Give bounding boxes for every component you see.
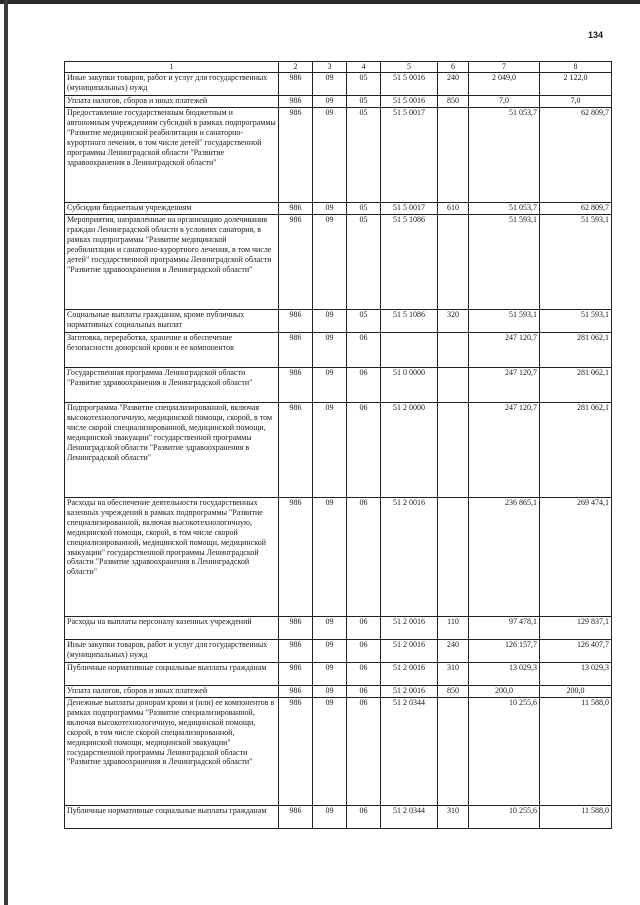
amount-col8: 269 474,1 xyxy=(540,498,612,617)
subsection-code: 05 xyxy=(347,73,381,96)
column-header: 5 xyxy=(381,62,438,73)
table-row xyxy=(65,108,612,203)
amount-col7: 97 478,1 xyxy=(469,617,540,640)
target-article: 51 5 0017 xyxy=(381,108,438,203)
target-article: 51 0 0000 xyxy=(381,368,438,403)
amount-col7: 126 157,7 xyxy=(469,640,540,663)
expense-type: 310 xyxy=(438,806,469,829)
section-code: 09 xyxy=(313,310,347,333)
target-article: 51 2 0016 xyxy=(381,640,438,663)
amount-col8: 51 593,1 xyxy=(540,215,612,310)
table-row xyxy=(65,310,612,333)
amount-col7: 200,0 xyxy=(469,686,540,698)
item-name: Публичные нормативные социальные выплаты гражданам xyxy=(65,806,279,829)
item-name: Денежные выплаты донорам крови и (или) ее компонентов в рамках подпрограммы "Развитие специализированной, включая высокотехнологичную, медицинской помощи, скорой, в том числе скорой специализированной, медицинской помощи, медицинской эвакуации" государственной программы Ленинградской области "Развитие здравоохранения в Ленинградской области" xyxy=(65,698,279,806)
target-article: 51 5 1086 xyxy=(381,310,438,333)
item-name: Расходы на выплаты персоналу казенных учреждений xyxy=(65,617,279,640)
subsection-code: 06 xyxy=(347,686,381,698)
amount-col7: 247 120,7 xyxy=(469,333,540,368)
amount-col8: 51 593,1 xyxy=(540,310,612,333)
amount-col8: 126 407,7 xyxy=(540,640,612,663)
amount-col8: 281 062,1 xyxy=(540,368,612,403)
subsection-code: 05 xyxy=(347,108,381,203)
expense-type xyxy=(438,498,469,617)
table-row xyxy=(65,368,612,403)
expense-type xyxy=(438,215,469,310)
scan-top-edge xyxy=(0,0,640,4)
table-row xyxy=(65,806,612,829)
amount-col8: 13 029,3 xyxy=(540,663,612,686)
section-code: 09 xyxy=(313,73,347,96)
expense-type xyxy=(438,333,469,368)
subsection-code: 05 xyxy=(347,215,381,310)
item-name: Иные закупки товаров, работ и услуг для государственных (муниципальных) нужд xyxy=(65,640,279,663)
item-name: Государственная программа Ленинградской области "Развитие здравоохранения в Ленинградской области" xyxy=(65,368,279,403)
section-code: 09 xyxy=(313,686,347,698)
item-name: Подпрограмма "Развитие специализированной, включая высокотехнологичную, медицинской помощи, скорой, в том числе скорой специализированной, медицинской помощи, медицинской эвакуации" государственной программы Ленинградской области "Развитие здравоохранения в Ленинградской области" xyxy=(65,403,279,498)
subsection-code: 06 xyxy=(347,806,381,829)
amount-col7: 7,0 xyxy=(469,96,540,108)
item-name: Иные закупки товаров, работ и услуг для государственных (муниципальных) нужд xyxy=(65,73,279,96)
subsection-code: 06 xyxy=(347,698,381,806)
subsection-code: 05 xyxy=(347,203,381,215)
section-code: 09 xyxy=(313,498,347,617)
column-header: 3 xyxy=(313,62,347,73)
subsection-code: 06 xyxy=(347,403,381,498)
amount-col7: 2 049,0 xyxy=(469,73,540,96)
ministry-code: 986 xyxy=(279,640,313,663)
amount-col8: 11 588,0 xyxy=(540,806,612,829)
target-article: 51 5 0016 xyxy=(381,96,438,108)
column-header: 8 xyxy=(540,62,612,73)
section-code: 09 xyxy=(313,203,347,215)
ministry-code: 986 xyxy=(279,698,313,806)
ministry-code: 986 xyxy=(279,663,313,686)
target-article: 51 5 1086 xyxy=(381,215,438,310)
amount-col7: 51 593,1 xyxy=(469,215,540,310)
ministry-code: 986 xyxy=(279,686,313,698)
section-code: 09 xyxy=(313,215,347,310)
expense-type: 610 xyxy=(438,203,469,215)
table-row xyxy=(65,640,612,663)
subsection-code: 05 xyxy=(347,96,381,108)
page-number: 134 xyxy=(588,30,604,40)
amount-col8: 129 837,1 xyxy=(540,617,612,640)
subsection-code: 06 xyxy=(347,663,381,686)
ministry-code: 986 xyxy=(279,403,313,498)
expense-type: 240 xyxy=(438,640,469,663)
ministry-code: 986 xyxy=(279,498,313,617)
section-code: 09 xyxy=(313,333,347,368)
subsection-code: 05 xyxy=(347,310,381,333)
target-article: 51 2 0016 xyxy=(381,686,438,698)
amount-col7: 10 255,6 xyxy=(469,698,540,806)
table-row xyxy=(65,498,612,617)
section-code: 09 xyxy=(313,640,347,663)
column-header: 4 xyxy=(347,62,381,73)
target-article: 51 5 0016 xyxy=(381,73,438,96)
table-row xyxy=(65,203,612,215)
section-code: 09 xyxy=(313,663,347,686)
ministry-code: 986 xyxy=(279,96,313,108)
expense-type: 850 xyxy=(438,96,469,108)
section-code: 09 xyxy=(313,617,347,640)
table-row xyxy=(65,73,612,96)
scan-left-edge xyxy=(4,0,8,905)
amount-col8: 200,0 xyxy=(540,686,612,698)
table-row xyxy=(65,686,612,698)
amount-col8: 7,0 xyxy=(540,96,612,108)
table-row xyxy=(65,663,612,686)
target-article: 51 2 0000 xyxy=(381,403,438,498)
target-article: 51 2 0344 xyxy=(381,698,438,806)
section-code: 09 xyxy=(313,806,347,829)
item-name: Уплата налогов, сборов и иных платежей xyxy=(65,686,279,698)
item-name: Социальные выплаты гражданам, кроме публичных нормативных социальных выплат xyxy=(65,310,279,333)
target-article xyxy=(381,333,438,368)
expense-type xyxy=(438,108,469,203)
expense-type xyxy=(438,698,469,806)
subsection-code: 06 xyxy=(347,640,381,663)
amount-col7: 51 053,7 xyxy=(469,108,540,203)
amount-col7: 51 053,7 xyxy=(469,203,540,215)
ministry-code: 986 xyxy=(279,108,313,203)
item-name: Заготовка, переработка, хранение и обеспечение безопасности донорской крови и ее компонентов xyxy=(65,333,279,368)
amount-col7: 10 255,6 xyxy=(469,806,540,829)
table-row xyxy=(65,617,612,640)
section-code: 09 xyxy=(313,96,347,108)
target-article: 51 2 0016 xyxy=(381,663,438,686)
amount-col8: 11 588,0 xyxy=(540,698,612,806)
ministry-code: 986 xyxy=(279,73,313,96)
ministry-code: 986 xyxy=(279,617,313,640)
expense-type: 320 xyxy=(438,310,469,333)
target-article: 51 2 0016 xyxy=(381,498,438,617)
budget-table xyxy=(64,61,612,829)
expense-type xyxy=(438,403,469,498)
table-row xyxy=(65,698,612,806)
amount-col8: 62 809,7 xyxy=(540,203,612,215)
ministry-code: 986 xyxy=(279,203,313,215)
column-header: 2 xyxy=(279,62,313,73)
section-code: 09 xyxy=(313,403,347,498)
amount-col7: 247 120,7 xyxy=(469,368,540,403)
section-code: 09 xyxy=(313,698,347,806)
column-header: 6 xyxy=(438,62,469,73)
item-name: Расходы на обеспечение деятельности государственных казенных учреждений в рамках подпрограммы "Развитие специализированной, включая высокотехнологичную, медицинской помощи, скорой, в том числе скорой специализированной, медицинской помощи, медицинской эвакуации" государственной программы Ленинградской области "Развитие здравоохранения в Ленинградской области" xyxy=(65,498,279,617)
amount-col7: 247 120,7 xyxy=(469,403,540,498)
expense-type xyxy=(438,368,469,403)
column-header: 1 xyxy=(65,62,279,73)
item-name: Публичные нормативные социальные выплаты гражданам xyxy=(65,663,279,686)
target-article: 51 2 0016 xyxy=(381,617,438,640)
target-article: 51 5 0017 xyxy=(381,203,438,215)
table-row xyxy=(65,96,612,108)
item-name: Мероприятия, направленные на организацию долечивания граждан Ленинградской области в условиях санатория, в рамках подпрограммы "Развитие медицинской реабилитации и санаторно-курортного лечения, в том числе детей" государственной программы Ленинградской области "Развитие здравоохранения в Ленинградской области" xyxy=(65,215,279,310)
column-header: 7 xyxy=(469,62,540,73)
item-name: Уплата налогов, сборов и иных платежей xyxy=(65,96,279,108)
amount-col8: 62 809,7 xyxy=(540,108,612,203)
section-code: 09 xyxy=(313,368,347,403)
subsection-code: 06 xyxy=(347,617,381,640)
ministry-code: 986 xyxy=(279,806,313,829)
expense-type: 110 xyxy=(438,617,469,640)
subsection-code: 06 xyxy=(347,333,381,368)
amount-col8: 281 062,1 xyxy=(540,403,612,498)
ministry-code: 986 xyxy=(279,368,313,403)
ministry-code: 986 xyxy=(279,310,313,333)
expense-type: 850 xyxy=(438,686,469,698)
item-name: Субсидии бюджетным учреждениям xyxy=(65,203,279,215)
expense-type: 240 xyxy=(438,73,469,96)
amount-col7: 51 593,1 xyxy=(469,310,540,333)
section-code: 09 xyxy=(313,108,347,203)
table-row xyxy=(65,403,612,498)
amount-col8: 281 062,1 xyxy=(540,333,612,368)
table-row xyxy=(65,333,612,368)
amount-col8: 2 122,0 xyxy=(540,73,612,96)
ministry-code: 986 xyxy=(279,333,313,368)
header-row xyxy=(65,62,612,73)
item-name: Предоставление государственным бюджетным и автономным учреждениям субсидий в рамках подпрограммы "Развитие медицинской реабилитации и санаторно-курортного лечения, в том числе детей" государственной программы Ленинградской области "Развитие здравоохранения в Ленинградской области" xyxy=(65,108,279,203)
amount-col7: 13 029,3 xyxy=(469,663,540,686)
ministry-code: 986 xyxy=(279,215,313,310)
table-row xyxy=(65,215,612,310)
expense-type: 310 xyxy=(438,663,469,686)
amount-col7: 236 865,1 xyxy=(469,498,540,617)
subsection-code: 06 xyxy=(347,368,381,403)
target-article: 51 2 0344 xyxy=(381,806,438,829)
subsection-code: 06 xyxy=(347,498,381,617)
